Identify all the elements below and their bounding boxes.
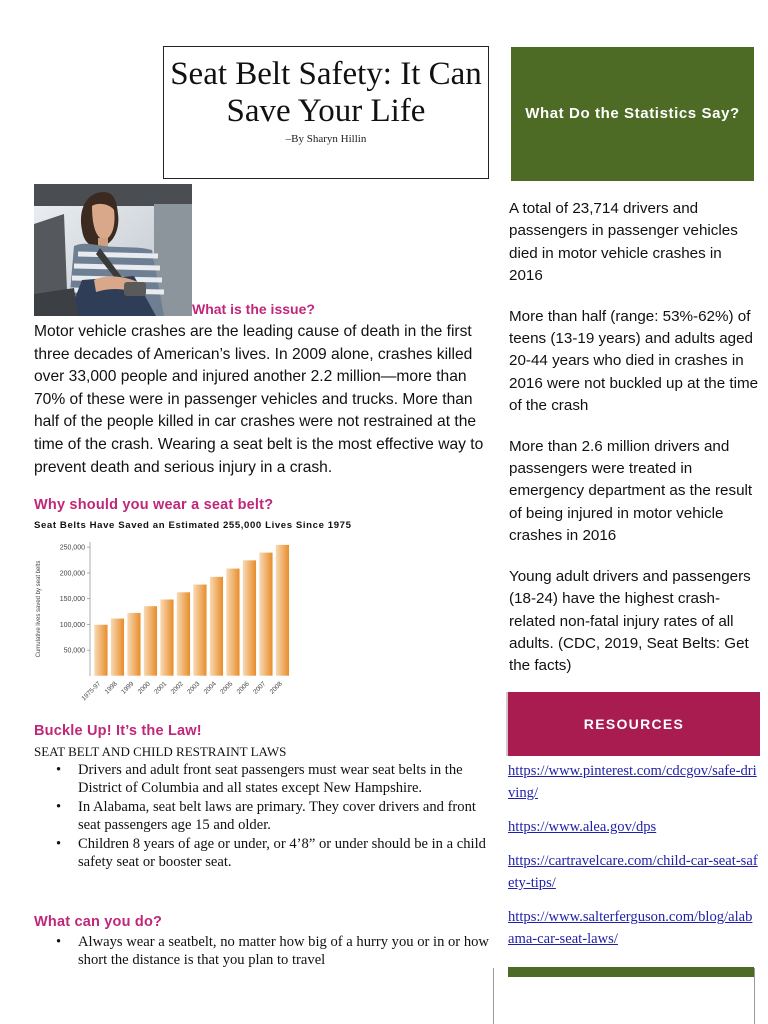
x-tick-label: 2005 (219, 680, 235, 696)
x-tick-label: 2000 (136, 680, 152, 696)
bar (177, 592, 191, 676)
title-box (163, 46, 489, 179)
bar (127, 613, 141, 676)
y-tick-label: 150,000 (59, 596, 85, 604)
stat-paragraph: More than half (range: 53%-62%) of teens (13-19 years) and adults aged 20-44 years who died in crashes in 2016 were not buckled up at the time of the crash (509, 307, 759, 415)
buckle-heading: Buckle Up! It’s the Law! (34, 723, 202, 739)
bar (226, 568, 240, 676)
x-tick-label: 2008 (268, 680, 284, 696)
bar (276, 545, 290, 676)
resource-link-salterferguson[interactable]: https://www.salterferguson.com/blog/alabama-car-seat-laws/ (508, 909, 753, 947)
laws-caption: SEAT BELT AND CHILD RESTRAINT LAWS (34, 744, 287, 759)
x-tick-label: 2004 (202, 680, 218, 696)
bar (243, 560, 257, 676)
todo-list (56, 934, 496, 971)
laws-list (56, 762, 496, 873)
page-title: Seat Belt Safety: It Can Save Your Life (170, 56, 482, 129)
resources-heading: RESOURCES (583, 716, 685, 732)
y-tick-label: 250,000 (59, 544, 85, 552)
stats-list (509, 198, 759, 696)
resources-links (508, 760, 758, 962)
x-tick-label: 2003 (186, 680, 202, 696)
list-item: • Drivers and adult front seat passengers must wear seat belts in the District of Columbia and all states except New Hampshire. (56, 762, 496, 797)
bar (259, 552, 273, 676)
list-item: • In Alabama, seat belt laws are primary. They cover drivers and front seat passengers age 15 and older. (56, 799, 496, 834)
bar (144, 606, 158, 676)
chart-title: Seat Belts Have Saved an Estimated 255,000 Lives Since 1975 (34, 520, 352, 531)
stats-heading-box (511, 47, 754, 181)
resource-link-pinterest[interactable]: https://www.pinterest.com/cdcgov/safe-driving/ (508, 763, 757, 801)
why-heading: Why should you wear a seat belt? (34, 497, 274, 513)
x-tick-label: 2001 (153, 680, 169, 696)
y-tick-label: 50,000 (63, 647, 85, 655)
stat-paragraph: A total of 23,714 drivers and passengers in passenger vehicles died in motor vehicle crashes in 2016 (509, 200, 738, 285)
issue-paragraph: Motor vehicle crashes are the leading cause of death in the first three decades of American’s lives. In 2009 alone, crashes killed over 33,000 people and injured another 2.2 million—more than 70% of these were in passenger vehicles and trucks. More than half of the people killed in car crashes were not restrained at the time of the crash. Wearing a seat belt is the most effective way to prevent death and serious injury in a crash. (34, 323, 484, 476)
y-axis-label: Cumulative lives saved by seat belts (36, 560, 42, 658)
byline: –By Sharyn Hillin (285, 133, 367, 145)
lives-saved-bar-chart (30, 536, 300, 706)
x-tick-label: 2002 (169, 680, 185, 696)
bar (111, 618, 125, 676)
divider (754, 968, 755, 1024)
y-tick-label: 200,000 (59, 570, 85, 578)
bar (94, 624, 108, 676)
x-tick-label: 1999 (120, 680, 136, 696)
stat-paragraph: More than 2.6 million drivers and passengers were treated in emergency department as the result of being injured in motor vehicle crashes in 2016 (509, 437, 753, 545)
woman-fastening-seatbelt-photo (34, 184, 192, 316)
bar (210, 577, 224, 676)
bar (193, 584, 207, 676)
y-tick-label: 100,000 (59, 621, 85, 629)
resource-link-cartravelcare[interactable]: https://cartravelcare.com/child-car-seat-safety-tips/ (508, 853, 758, 891)
divider (493, 968, 494, 1024)
x-tick-label: 2007 (252, 680, 268, 696)
footer-green-bar (508, 967, 754, 977)
stat-paragraph: Young adult drivers and passengers (18-24) have the highest crash-related non-fatal injury rates of all adults. (CDC, 2019, Seat Belts: Get the facts) (509, 567, 751, 675)
resources-heading-box (506, 692, 760, 756)
list-item: • Always wear a seatbelt, no matter how big of a hurry you or in or how short the distance is that you plan to travel (56, 934, 496, 969)
x-tick-label: 2006 (235, 680, 251, 696)
list-item: • Children 8 years of age or under, or 4’8” or under should be in a child safety seat or booster seat. (56, 836, 496, 871)
x-tick-label: 1975-97 (80, 680, 103, 703)
resource-link-alea[interactable]: https://www.alea.gov/dps (508, 819, 657, 835)
stats-heading: What Do the Statistics Say? (525, 105, 740, 122)
issue-heading: What is the issue? (192, 301, 315, 317)
bar (160, 599, 174, 676)
todo-heading: What can you do? (34, 914, 163, 930)
x-tick-label: 1998 (103, 680, 119, 696)
